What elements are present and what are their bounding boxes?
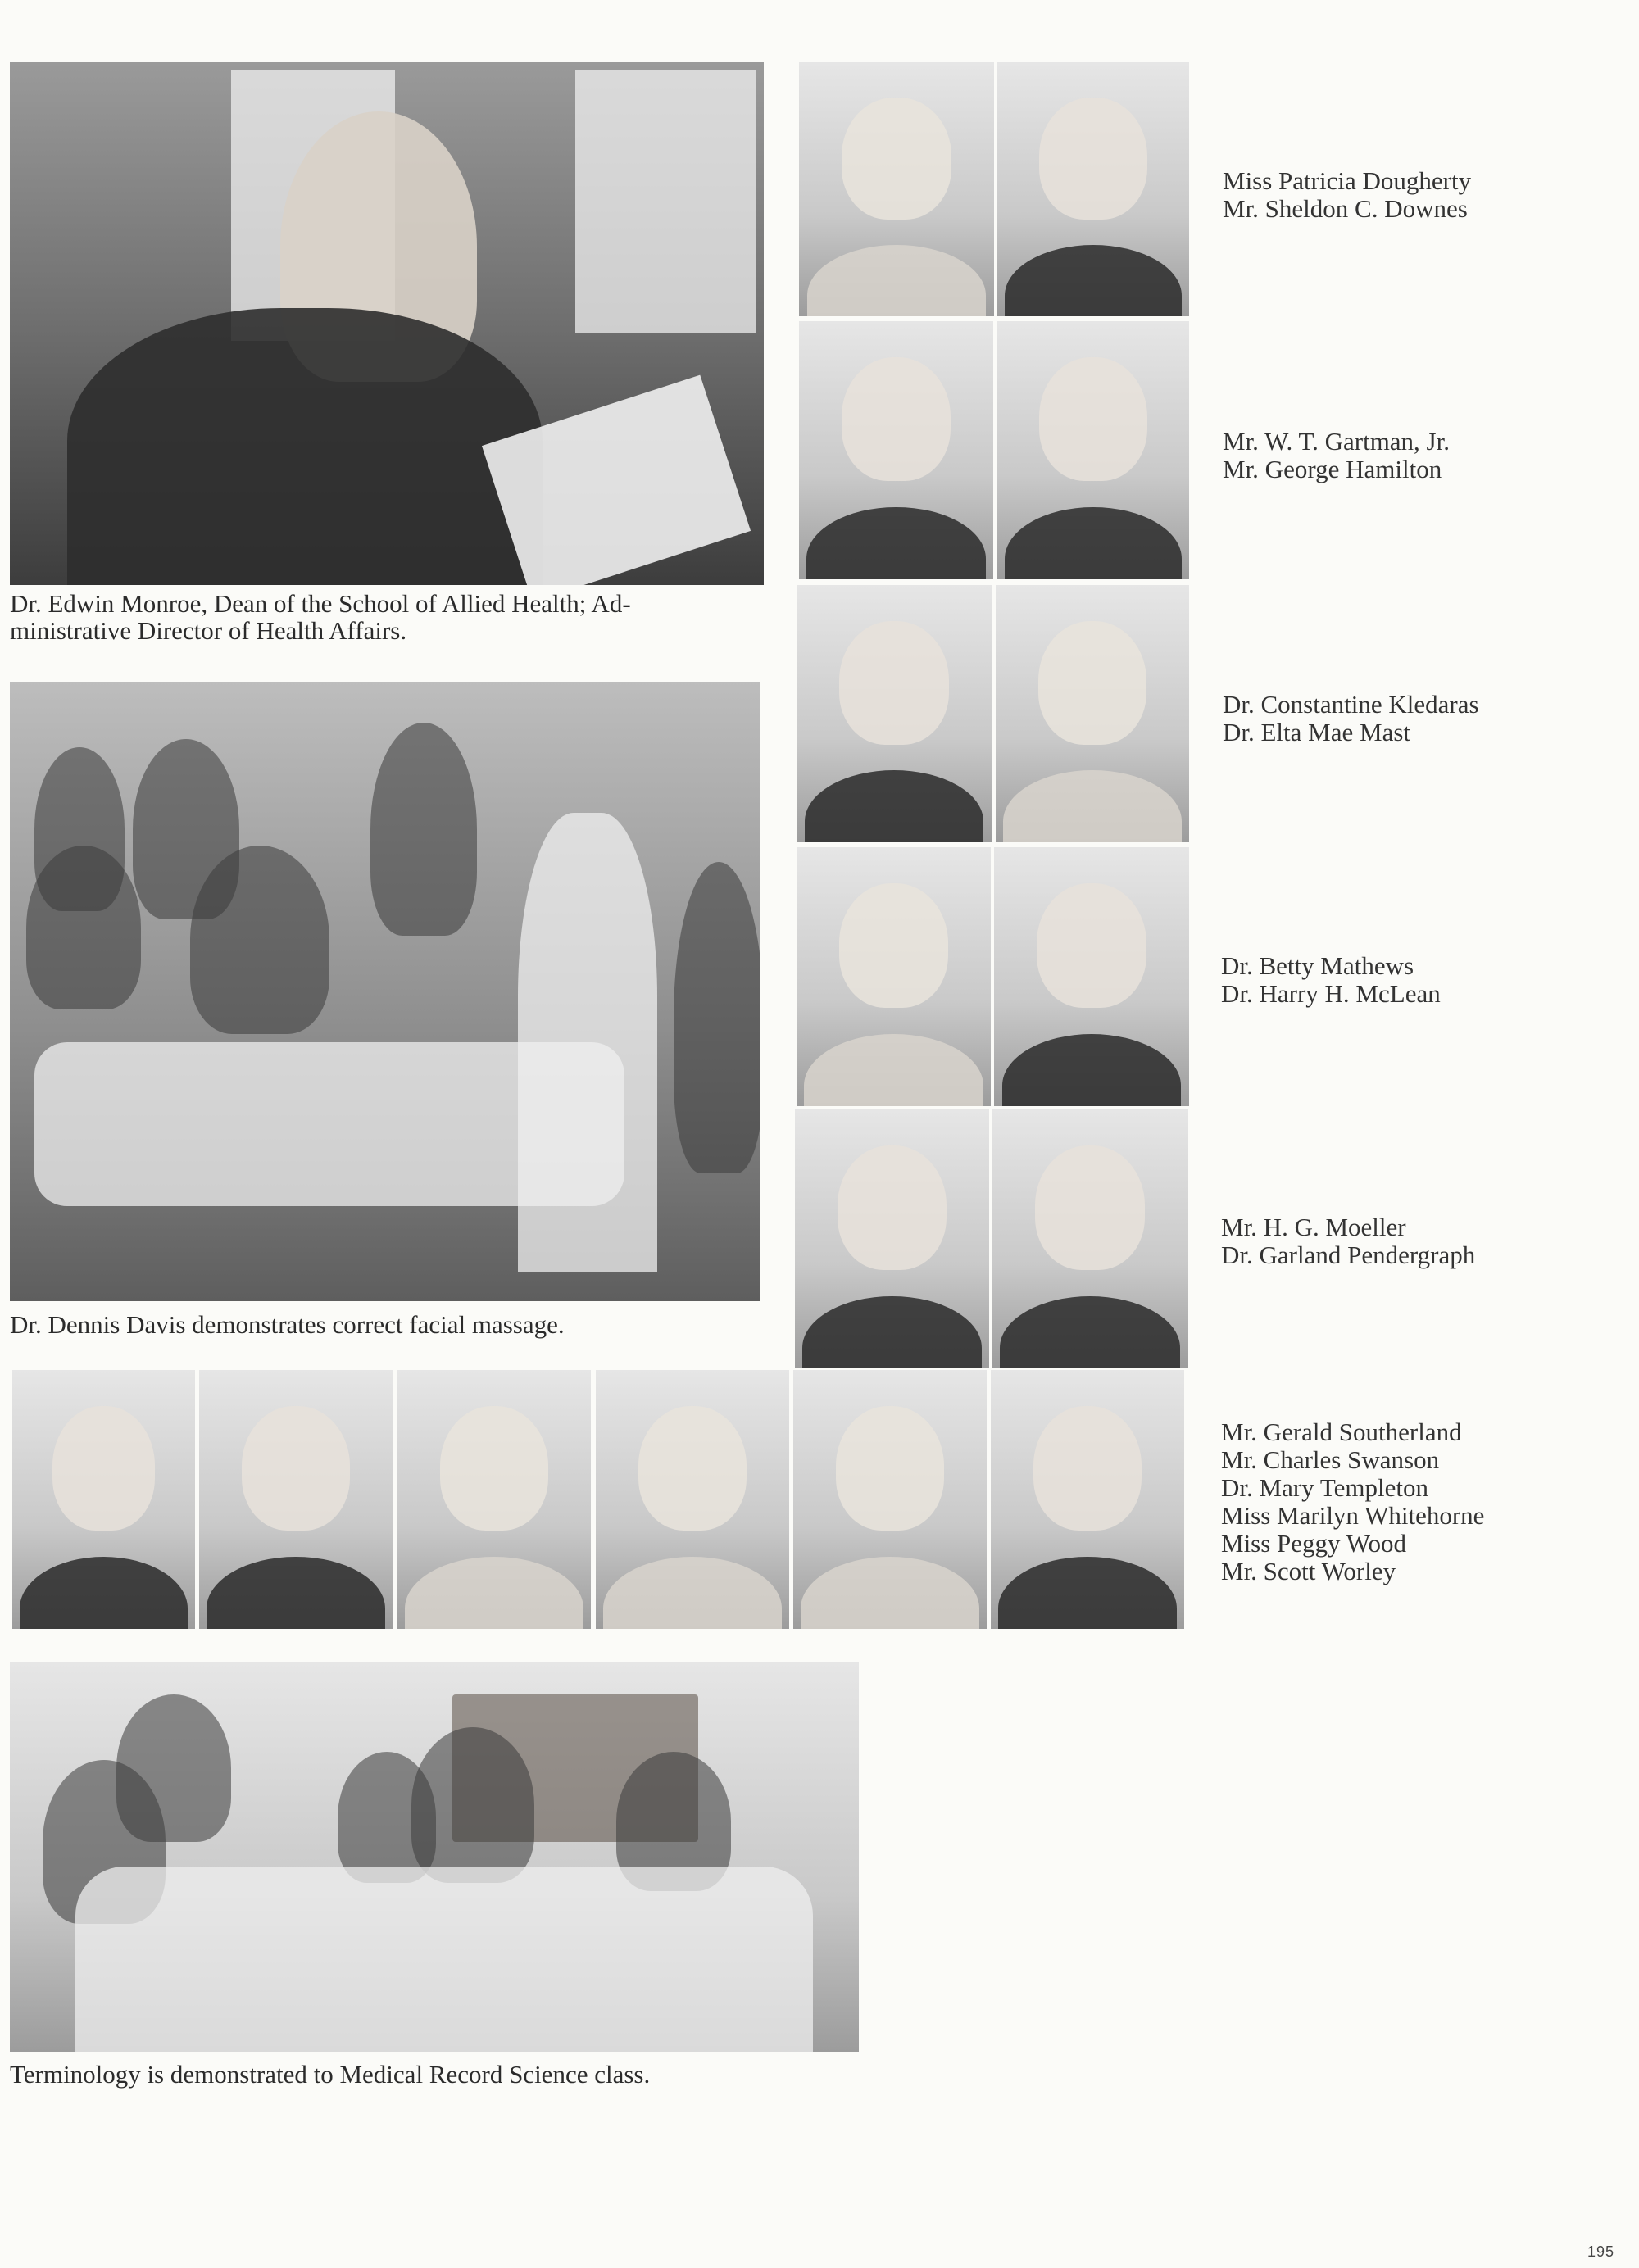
portrait-scott-worley (991, 1370, 1184, 1629)
portrait-betty-mathews (797, 847, 991, 1106)
portrait-gerald-southerland (12, 1370, 195, 1629)
facial-massage-photo (10, 682, 760, 1301)
names-group-3 (1223, 691, 1479, 746)
faculty-name: Dr. Elta Mae Mast (1223, 718, 1411, 746)
dean-caption-line-1: Dr. Edwin Monroe, Dean of the School of Allied Health; Ad- (10, 589, 631, 618)
faculty-name: Mr. H. G. Moeller (1221, 1213, 1406, 1241)
names-group-5 (1221, 1213, 1475, 1269)
names-group-4 (1221, 952, 1441, 1008)
faculty-name: Dr. Harry H. McLean (1221, 979, 1441, 1008)
facial-massage-caption: Dr. Dennis Davis demonstrates correct facial massage. (10, 1310, 565, 1339)
portrait-peggy-wood (793, 1370, 987, 1629)
faculty-name: Mr. Sheldon C. Downes (1223, 194, 1468, 223)
portrait-constantine-kledaras (797, 585, 992, 842)
names-group-6 (1221, 1418, 1484, 1585)
portrait-marilyn-whitehorne (596, 1370, 789, 1629)
portrait-sheldon-downes (997, 62, 1189, 316)
portrait-elta-mae-mast (996, 585, 1189, 842)
dean-caption (10, 590, 768, 644)
portrait-hg-moeller (795, 1109, 989, 1368)
portrait-garland-pendergraph (992, 1109, 1188, 1368)
portrait-charles-swanson (199, 1370, 393, 1629)
faculty-name: Dr. Garland Pendergraph (1221, 1241, 1476, 1269)
faculty-name: Dr. Constantine Kledaras (1223, 690, 1479, 719)
faculty-name: Dr. Mary Templeton (1221, 1473, 1428, 1502)
faculty-name: Miss Peggy Wood (1221, 1529, 1407, 1558)
names-group-1 (1223, 167, 1471, 223)
portrait-wt-gartman (799, 321, 993, 579)
names-group-2 (1223, 428, 1450, 483)
faculty-name: Mr. W. T. Gartman, Jr. (1223, 427, 1450, 456)
faculty-name: Mr. Scott Worley (1221, 1557, 1396, 1585)
faculty-name: Mr. Gerald Southerland (1221, 1418, 1462, 1446)
portrait-harry-mclean (994, 847, 1189, 1106)
faculty-name: Mr. Charles Swanson (1221, 1445, 1440, 1474)
dean-photo (10, 62, 764, 585)
terminology-photo (10, 1662, 859, 2052)
terminology-caption: Terminology is demonstrated to Medical Record Science class. (10, 2060, 651, 2089)
faculty-name: Miss Marilyn Whitehorne (1221, 1501, 1485, 1530)
portrait-mary-templeton (397, 1370, 591, 1629)
faculty-name: Dr. Betty Mathews (1221, 951, 1414, 980)
portrait-patricia-dougherty (799, 62, 994, 316)
dean-caption-line-2: ministrative Director of Health Affairs. (10, 616, 407, 645)
portrait-george-hamilton (997, 321, 1189, 579)
page-number: 195 (1587, 2243, 1615, 2260)
faculty-name: Miss Patricia Dougherty (1223, 166, 1472, 195)
faculty-name: Mr. George Hamilton (1223, 455, 1442, 483)
